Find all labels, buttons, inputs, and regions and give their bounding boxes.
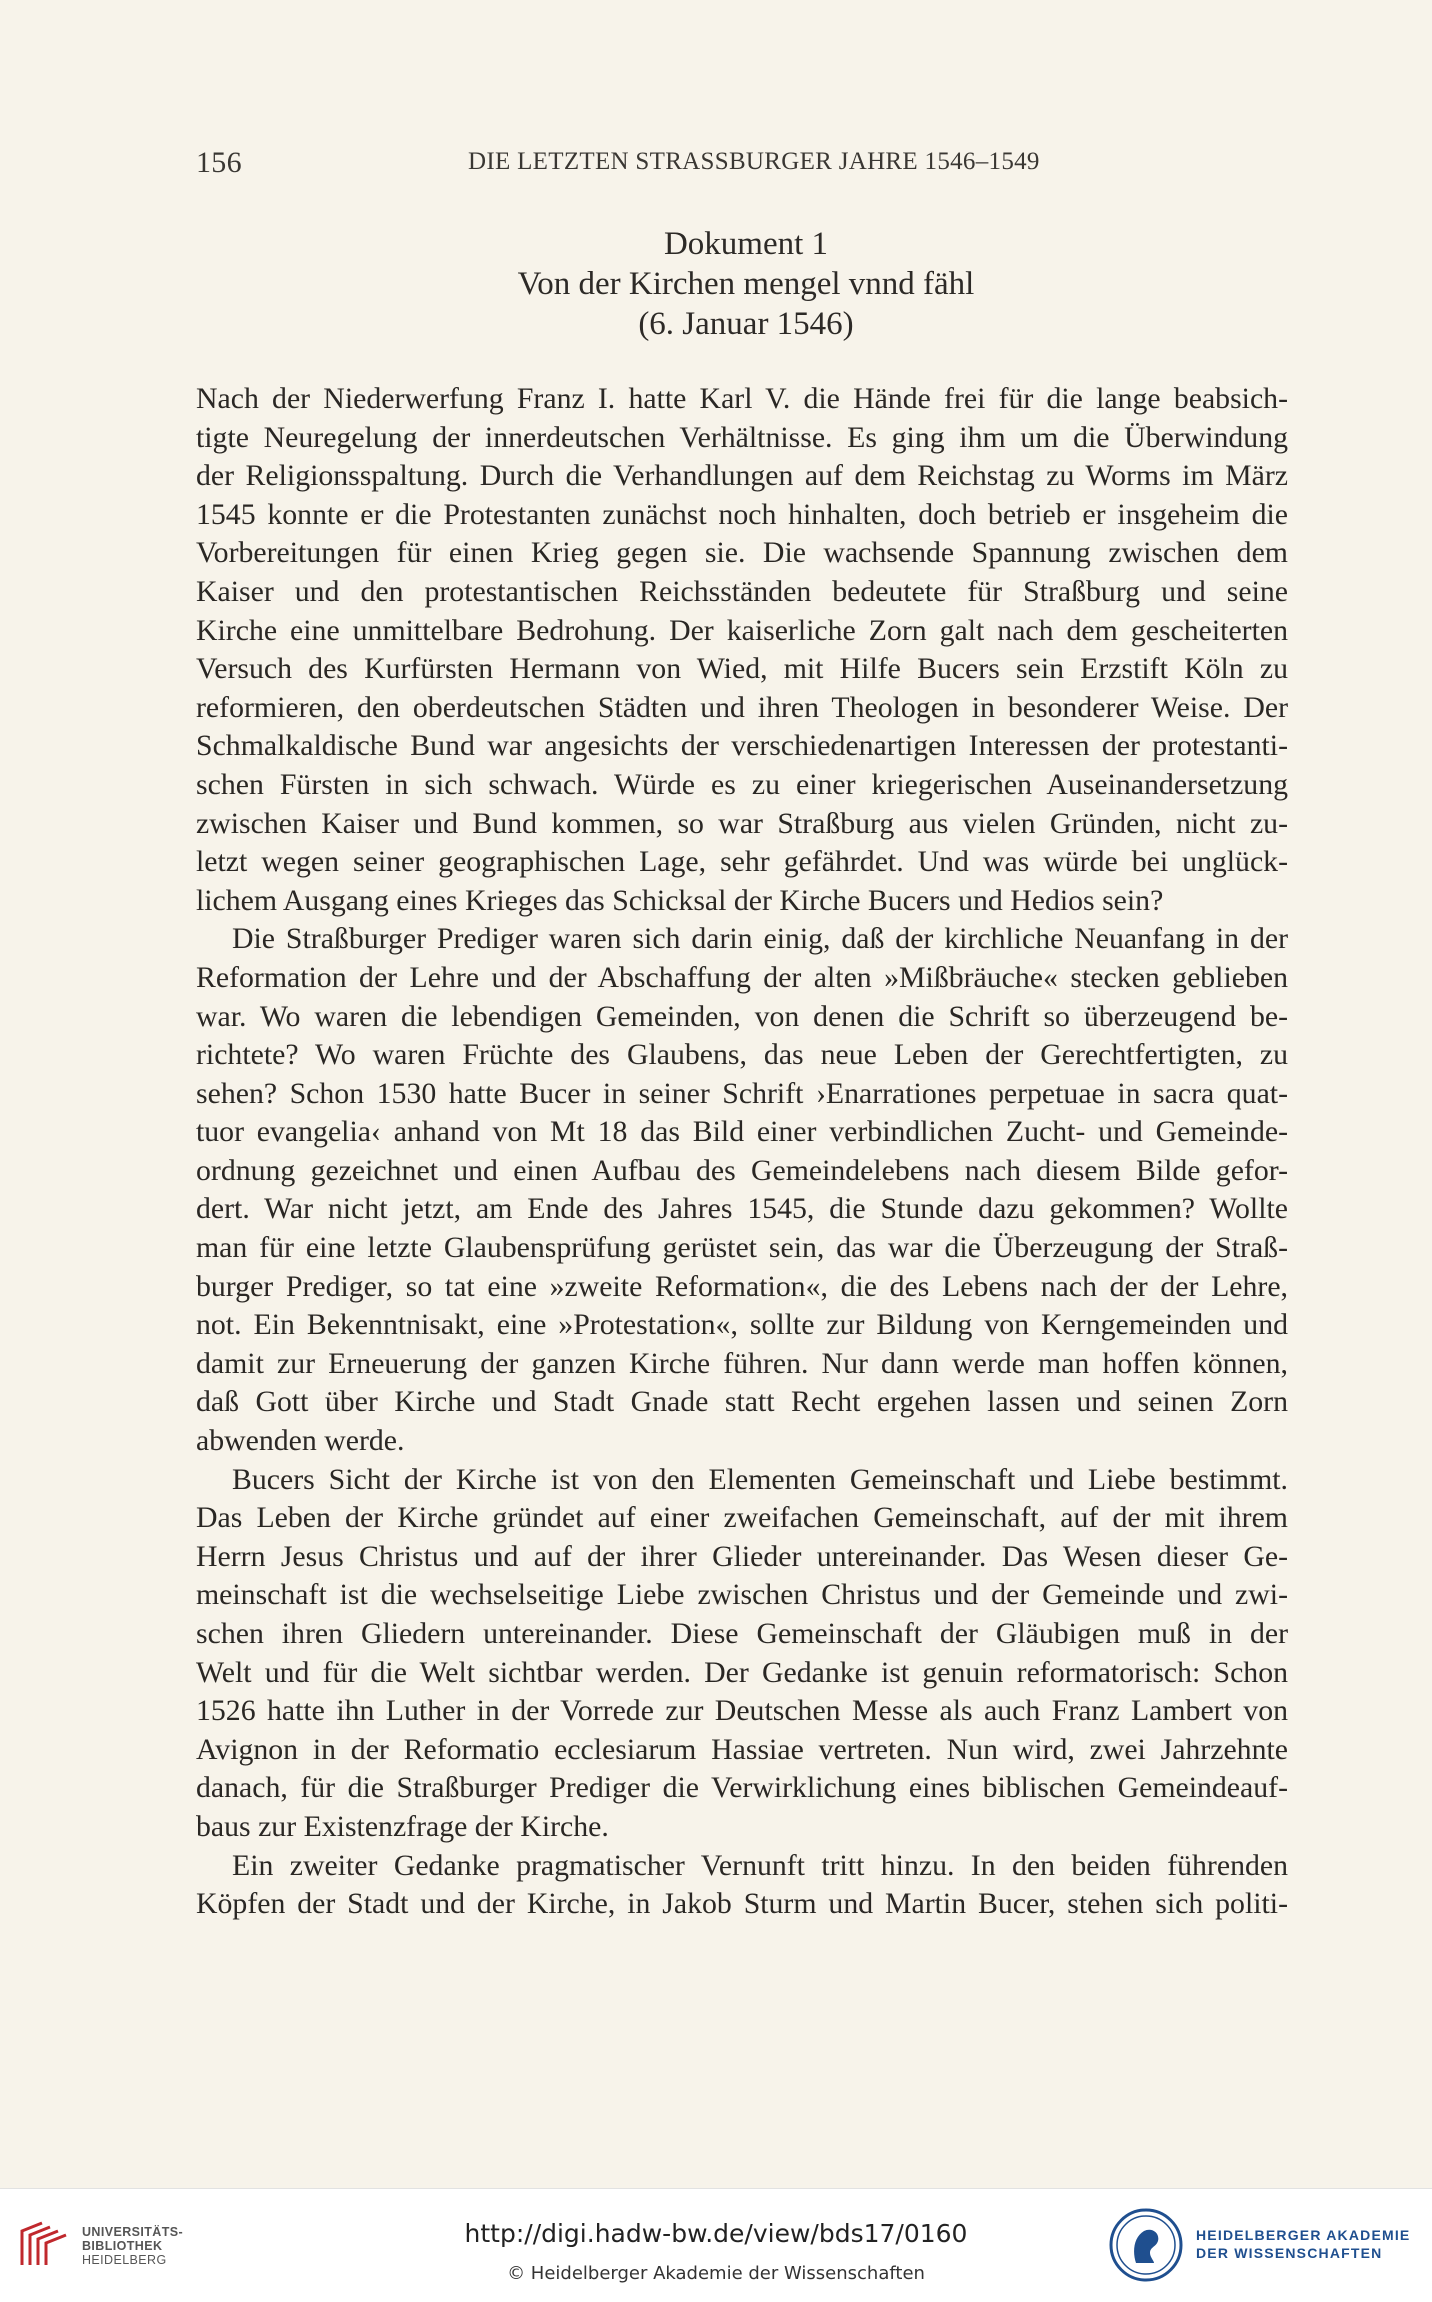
- text-line: Kaiser und den protestantischen Reichsständen bedeutete für Straßburg und seine: [196, 574, 1288, 608]
- document-date: (6. Januar 1546): [638, 306, 854, 342]
- text-line: daß Gott über Kirche und Stadt Gnade statt Recht ergehen lassen und seinen Zorn: [196, 1385, 1288, 1419]
- text-line: war. Wo waren die lebendigen Gemeinden, von denen die Schrift so überzeugend be-: [196, 999, 1288, 1033]
- text-line: Bucers Sicht der Kirche ist von den Elementen Gemeinschaft und Liebe bestimmt.: [232, 1462, 1288, 1496]
- text-line: Welt und für die Welt sichtbar werden. Der Gedanke ist genuin reformatorisch: Schon: [196, 1655, 1288, 1689]
- text-line: 1526 hatte ihn Luther in der Vorrede zur Deutschen Messe als auch Franz Lambert von: [196, 1694, 1288, 1728]
- text-line: Das Leben der Kirche gründet auf einer zweifachen Gemeinschaft, auf der mit ihrem: [196, 1501, 1288, 1535]
- text-line: danach, für die Straßburger Prediger die Verwirklichung eines biblischen Gemeindeauf-: [196, 1771, 1288, 1805]
- text-line: Schmalkaldische Bund war angesichts der verschiedenartigen Interessen der protestanti-: [196, 729, 1288, 763]
- text-line: sehen? Schon 1530 hatte Bucer in seiner Schrift ›Enarrationes perpetuae in sacra quat-: [196, 1076, 1288, 1110]
- permalink-url[interactable]: http://digi.hadw-bw.de/view/bds17/0160: [464, 2219, 968, 2248]
- text-line: Versuch des Kurfürsten Hermann von Wied, mit Hilfe Bucers sein Erzstift Köln zu: [196, 652, 1288, 686]
- page-number: 156: [196, 146, 242, 179]
- text-line: Ein zweiter Gedanke pragmatischer Vernunft tritt hinzu. In den beiden führenden: [232, 1848, 1288, 1882]
- text-line: Vorbereitungen für einen Krieg gegen sie. Die wachsende Spannung zwischen dem: [196, 536, 1288, 570]
- text-line: 1545 konnte er die Protestanten zunächst noch hinhalten, doch betrieb er insgeheim die: [196, 497, 1288, 531]
- text-line: Avignon in der Reformatio ecclesiarum Hassiae vertreten. Nun wird, zwei Jahrzehnte: [196, 1732, 1288, 1766]
- text-line: der Religionsspaltung. Durch die Verhandlungen auf dem Reichstag zu Worms im März: [196, 459, 1288, 493]
- text-line: Herrn Jesus Christus und auf der ihrer Glieder untereinander. Das Wesen dieser Ge-: [196, 1539, 1288, 1573]
- copyright-notice: © Heidelberger Akademie der Wissenschaften: [507, 2263, 925, 2284]
- text-line: Reformation der Lehre und der Abschaffung der alten »Mißbräuche« stecken geblieben: [196, 960, 1288, 994]
- text-line: dert. War nicht jetzt, am Ende des Jahres 1545, die Stunde dazu gekommen? Wollte: [196, 1192, 1288, 1226]
- library-name: UNIVERSITÄTS- BIBLIOTHEK HEIDELBERG: [82, 2225, 184, 2267]
- text-line: Köpfen der Stadt und der Kirche, in Jakob Sturm und Martin Bucer, stehen sich politi-: [196, 1887, 1288, 1921]
- text-line: Nach der Niederwerfung Franz I. hatte Karl V. die Hände frei für die lange beabsich-: [196, 382, 1288, 415]
- text-line: damit zur Erneuerung der ganzen Kirche führen. Nur dann werde man hoffen können,: [196, 1346, 1288, 1380]
- text-line: tigte Neuregelung der innerdeutschen Verhältnisse. Es ging ihm um die Überwindung: [196, 420, 1288, 454]
- running-title: DIE LETZTEN STRASSBURGER JAHRE 1546–1549: [468, 148, 1040, 175]
- document-heading: [196, 224, 1296, 344]
- text-line: lichem Ausgang eines Krieges das Schicksal der Kirche Bucers und Hedios sein?: [196, 883, 1164, 917]
- viewer-footer: [0, 2188, 1432, 2302]
- academy-seal-icon: [1108, 2207, 1184, 2283]
- text-line: Die Straßburger Prediger waren sich darin einig, daß der kirchliche Neuanfang in der: [232, 922, 1288, 956]
- text-line: not. Ein Bekenntnisakt, eine »Protestation«, sollte zur Bildung von Kerngemeinden und: [196, 1308, 1288, 1342]
- academy-name: HEIDELBERGER AKADEMIE DER WISSENSCHAFTEN: [1196, 2227, 1411, 2261]
- document-number: Dokument 1: [663, 226, 829, 262]
- text-line: richtete? Wo waren Früchte des Glaubens, das neue Leben der Gerechtfertigten, zu: [196, 1038, 1288, 1072]
- text-line: man für eine letzte Glaubensprüfung gerüstet sein, das war die Überzeugung der Straß-: [196, 1231, 1288, 1265]
- text-line: tuor evangelia‹ anhand von Mt 18 das Bild einer verbindlichen Zucht- und Gemeinde-: [196, 1115, 1288, 1149]
- text-line: ordnung gezeichnet und einen Aufbau des Gemeindelebens nach diesem Bilde gefor-: [196, 1153, 1288, 1187]
- text-line: burger Prediger, so tat eine »zweite Reformation«, die des Lebens nach der der Lehre,: [196, 1269, 1288, 1303]
- text-line: baus zur Existenzfrage der Kirche.: [196, 1809, 609, 1843]
- document-title: Von der Kirchen mengel vnnd fähl: [517, 266, 975, 302]
- text-line: schen Fürsten in sich schwach. Würde es zu einer kriegerischen Auseinandersetzung: [196, 767, 1288, 801]
- text-line: schen ihren Gliedern untereinander. Diese Gemeinschaft der Gläubigen muß in der: [196, 1617, 1288, 1650]
- text-line: meinschaft ist die wechselseitige Liebe zwischen Christus und der Gemeinde und zwi-: [196, 1578, 1288, 1612]
- text-line: abwenden werde.: [196, 1424, 405, 1458]
- text-line: reformieren, den oberdeutschen Städten und ihren Theologen in besonderer Weise. Der: [196, 690, 1288, 724]
- text-line: Kirche eine unmittelbare Bedrohung. Der kaiserliche Zorn galt nach dem gescheiterten: [196, 613, 1288, 647]
- body-text: [196, 380, 1288, 1924]
- text-line: letzt wegen seiner geographischen Lage, sehr gefährdet. Und was würde bei unglück-: [196, 845, 1288, 879]
- text-line: zwischen Kaiser und Bund kommen, so war Straßburg aus vielen Gründen, nicht zu-: [196, 806, 1288, 840]
